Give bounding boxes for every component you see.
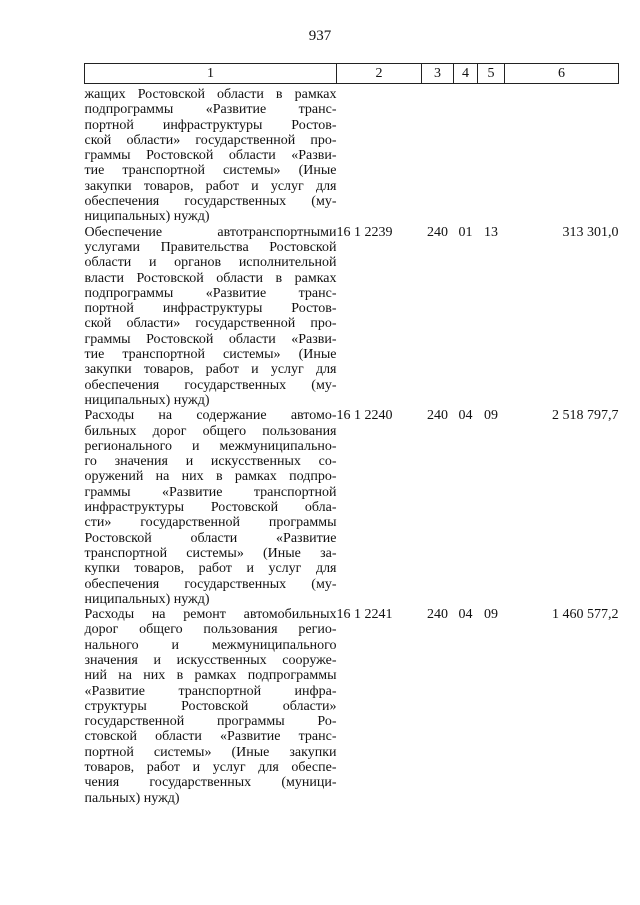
description-line: тие транспортной системы» (Иные	[84, 163, 337, 179]
description-line: пальных) нужд)	[84, 790, 180, 806]
description-line: Ростовской области «Развитие	[84, 530, 337, 546]
header-col-description: 1	[85, 64, 337, 84]
page-number: 937	[308, 28, 332, 44]
description-line: граммы Ростовской области «Разви-	[84, 331, 337, 347]
row-subsection: 09	[484, 607, 498, 623]
description-line: значения и искусственных сооруже-	[84, 652, 337, 668]
description-line: портной системы» (Иные закупки	[84, 744, 337, 760]
row-description	[85, 84, 337, 225]
description-line: ний на них в рамках подпрограммы	[84, 668, 337, 684]
description-line: тие транспортной системы» (Иные	[84, 347, 337, 363]
row-target-code: 16 1 2239	[336, 224, 393, 240]
description-line: ниципальных) нужд)	[84, 392, 210, 408]
description-line: ниципальных) нужд)	[84, 209, 210, 225]
description-line: Расходы на содержание автомо-	[84, 408, 337, 424]
description-line: граммы «Развитие транспортной	[84, 484, 337, 500]
description-line: Расходы на ремонт автомобильных	[84, 607, 337, 623]
description-line: области и органов исполнительной	[84, 255, 337, 271]
row-section: 04	[458, 607, 473, 623]
description-line: обеспечения государственных (му-	[84, 576, 337, 592]
description-line: регионального и межмуниципально-	[84, 438, 337, 454]
description-line: закупки товаров, работ и услуг для	[84, 362, 337, 378]
description-line: власти Ростовской области в рамках	[84, 270, 337, 286]
row-subsection: 13	[484, 224, 498, 240]
description-line: сти» государственной программы	[84, 515, 337, 531]
table-row	[85, 408, 619, 607]
description-line: жащих Ростовской области в рамках	[84, 87, 337, 102]
header-col-amount: 6	[505, 64, 619, 84]
header-col-subsection: 5	[478, 64, 505, 84]
table-row	[85, 84, 619, 225]
row-section: 04	[458, 408, 473, 424]
row-amount: 313 301,0	[562, 224, 619, 240]
row-subsection: 09	[484, 408, 498, 424]
description-line: бильных дорог общего пользования	[84, 423, 337, 439]
header-col-target-code: 2	[337, 64, 422, 84]
row-target-code	[337, 84, 422, 225]
row-target-code: 16 1 2240	[336, 408, 393, 424]
row-target-code: 16 1 2241	[336, 607, 393, 623]
description-line: го значения и искусственных со-	[84, 454, 337, 470]
description-line: ниципальных) нужд)	[84, 591, 210, 607]
row-expense-type: 240	[427, 607, 448, 623]
description-line: нального и межмуниципального	[84, 637, 337, 653]
table-body	[85, 84, 619, 806]
description-line: «Развитие транспортной инфра-	[84, 683, 337, 699]
description-line: инфраструктуры Ростовской обла-	[84, 500, 337, 516]
description-line: чения государственных (муници-	[84, 775, 337, 791]
description-line: подпрограммы «Развитие транс-	[84, 102, 337, 118]
row-expense-type: 240	[427, 408, 448, 424]
row-amount: 2 518 797,7	[552, 408, 619, 424]
description-line: дорог общего пользования регио-	[84, 622, 337, 638]
header-col-section: 4	[454, 64, 478, 84]
row-amount	[505, 84, 619, 225]
row-expense-type: 240	[427, 224, 448, 240]
description-line: товаров, работ и услуг для обеспе-	[84, 760, 337, 776]
description-line: обеспечения государственных (му-	[84, 194, 337, 210]
description-line: стовской области «Развитие транс-	[84, 729, 337, 745]
description-line: подпрограммы «Развитие транс-	[84, 285, 337, 301]
row-description	[85, 225, 337, 409]
description-line: граммы Ростовской области «Разви-	[84, 148, 337, 164]
description-line: транспортной системы» (Иные за-	[84, 545, 337, 561]
header-row	[85, 64, 619, 84]
description-line: купки товаров, работ и услуг для	[84, 561, 337, 577]
description-line: государственной программы Ро-	[84, 714, 337, 730]
table-header	[85, 64, 619, 84]
description-line: оружений на них в рамках подпро-	[84, 469, 337, 485]
description-line: ской области» государственной про-	[84, 132, 337, 148]
row-description	[85, 607, 337, 806]
description-line: портной инфраструктуры Ростов-	[84, 117, 337, 133]
description-line: Обеспечение автотранспортными	[84, 224, 337, 240]
description-line: услугами Правительства Ростовской	[84, 239, 337, 255]
budget-table	[84, 63, 619, 806]
table-row	[85, 225, 619, 409]
row-expense-type	[422, 84, 454, 225]
description-line: ской области» государственной про-	[84, 316, 337, 332]
description-line: закупки товаров, работ и услуг для	[84, 178, 337, 194]
row-amount: 1 460 577,2	[552, 607, 619, 623]
description-line: структуры Ростовской области»	[84, 698, 337, 714]
table-row	[85, 607, 619, 806]
row-section: 01	[458, 224, 473, 240]
row-description	[85, 408, 337, 607]
row-section	[454, 84, 478, 225]
description-line: обеспечения государственных (му-	[84, 377, 337, 393]
description-line: портной инфраструктуры Ростов-	[84, 301, 337, 317]
header-col-expense-type: 3	[422, 64, 454, 84]
row-subsection	[478, 84, 505, 225]
